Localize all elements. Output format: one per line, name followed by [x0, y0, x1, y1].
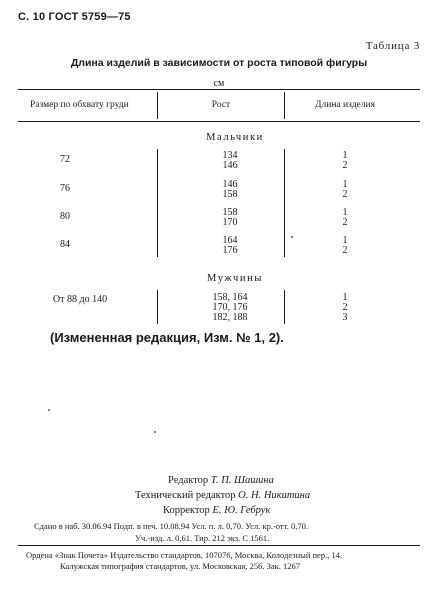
scan-speck	[291, 236, 293, 238]
credit-tech-editor-name: О. Н. Никитина	[238, 490, 311, 501]
imprint-line-1: Сдано в наб. 30.06.94 Подп. в печ. 10.08.94 Усл. п. л. 0,70. Усл. кр.-отт. 0,70.	[34, 521, 308, 531]
credit-proofreader-label: Корректор	[163, 505, 210, 516]
column-header-length: Длина изделия	[315, 100, 375, 110]
revision-note: (Измененная редакция, Изм. № 1, 2).	[50, 330, 284, 345]
table-row-height: 158	[222, 207, 238, 218]
imprint-line-3: Ордена «Знак Почета» Издательство стандартов, 107076, Москва, Колодезный пер., 14.	[26, 550, 343, 560]
credit-editor-label: Редактор	[168, 475, 209, 486]
credit-editor	[168, 475, 274, 486]
group-label-boys: Мальчики	[206, 132, 264, 143]
body-divider-men-1	[157, 290, 158, 324]
table-row-length: 2	[342, 189, 348, 200]
table-row-height: 170	[222, 217, 238, 228]
body-divider-men-2	[284, 290, 285, 324]
table-row-height: 146	[222, 179, 238, 190]
body-divider-boys-2	[284, 149, 285, 257]
table-row-length: 2	[342, 217, 348, 228]
table-row-size: 72	[60, 154, 70, 165]
imprint-rule	[18, 545, 420, 546]
table-row-size: 80	[60, 211, 70, 222]
table-row-length: 1	[342, 207, 348, 218]
table-row-size: 84	[60, 239, 70, 250]
body-divider-boys-1	[157, 149, 158, 257]
imprint-line-2: Уч.-изд. л. 0,61. Тир. 212 экз. С 1561.	[135, 533, 270, 543]
table-row-size: От 88 до 140	[52, 294, 108, 305]
table-number: Таблица 3	[365, 40, 420, 52]
table-row-length: 2	[342, 160, 348, 171]
table-unit: см	[213, 78, 225, 89]
table-row-length: 2	[342, 302, 348, 313]
column-header-size: Размер по обхвату груди	[30, 100, 129, 110]
credit-tech-editor	[135, 490, 310, 501]
scan-speck	[48, 409, 50, 411]
credit-proofreader	[163, 505, 270, 516]
table-row-height: 158, 164	[212, 292, 248, 303]
table-row-length: 1	[342, 235, 348, 246]
table-row-height: 170, 176	[212, 302, 248, 313]
table-row-length: 1	[342, 292, 348, 303]
table-row-size: 76	[60, 183, 70, 194]
table-title: Длина изделий в зависимости от роста типовой фигуры	[70, 57, 368, 69]
table-row-height: 176	[222, 245, 238, 256]
table-row-height: 164	[222, 235, 238, 246]
table-header-rule	[18, 121, 420, 122]
credit-editor-name: Т. П. Шашина	[210, 475, 274, 486]
table-row-height: 146	[222, 160, 238, 171]
table-row-length: 2	[342, 245, 348, 256]
table-row-height: 158	[222, 189, 238, 200]
credit-tech-editor-label: Технический редактор	[135, 490, 236, 501]
table-row-height: 182, 188	[212, 312, 248, 323]
table-top-rule	[18, 89, 420, 90]
group-label-men: Мужчины	[207, 273, 263, 284]
table-row-length: 3	[342, 312, 348, 323]
table-row-length: 1	[342, 150, 348, 161]
credit-proofreader-name: Е. Ю. Гебрук	[212, 505, 271, 516]
table-row-length: 1	[342, 179, 348, 190]
column-header-height: Рост	[211, 100, 231, 110]
imprint-line-4: Калужская типография стандартов, ул. Московская, 256. Зак. 1267	[60, 561, 300, 571]
page-header: С. 10 ГОСТ 5759—75	[18, 11, 131, 23]
table-row-height: 134	[222, 150, 238, 161]
scan-speck	[154, 431, 156, 433]
